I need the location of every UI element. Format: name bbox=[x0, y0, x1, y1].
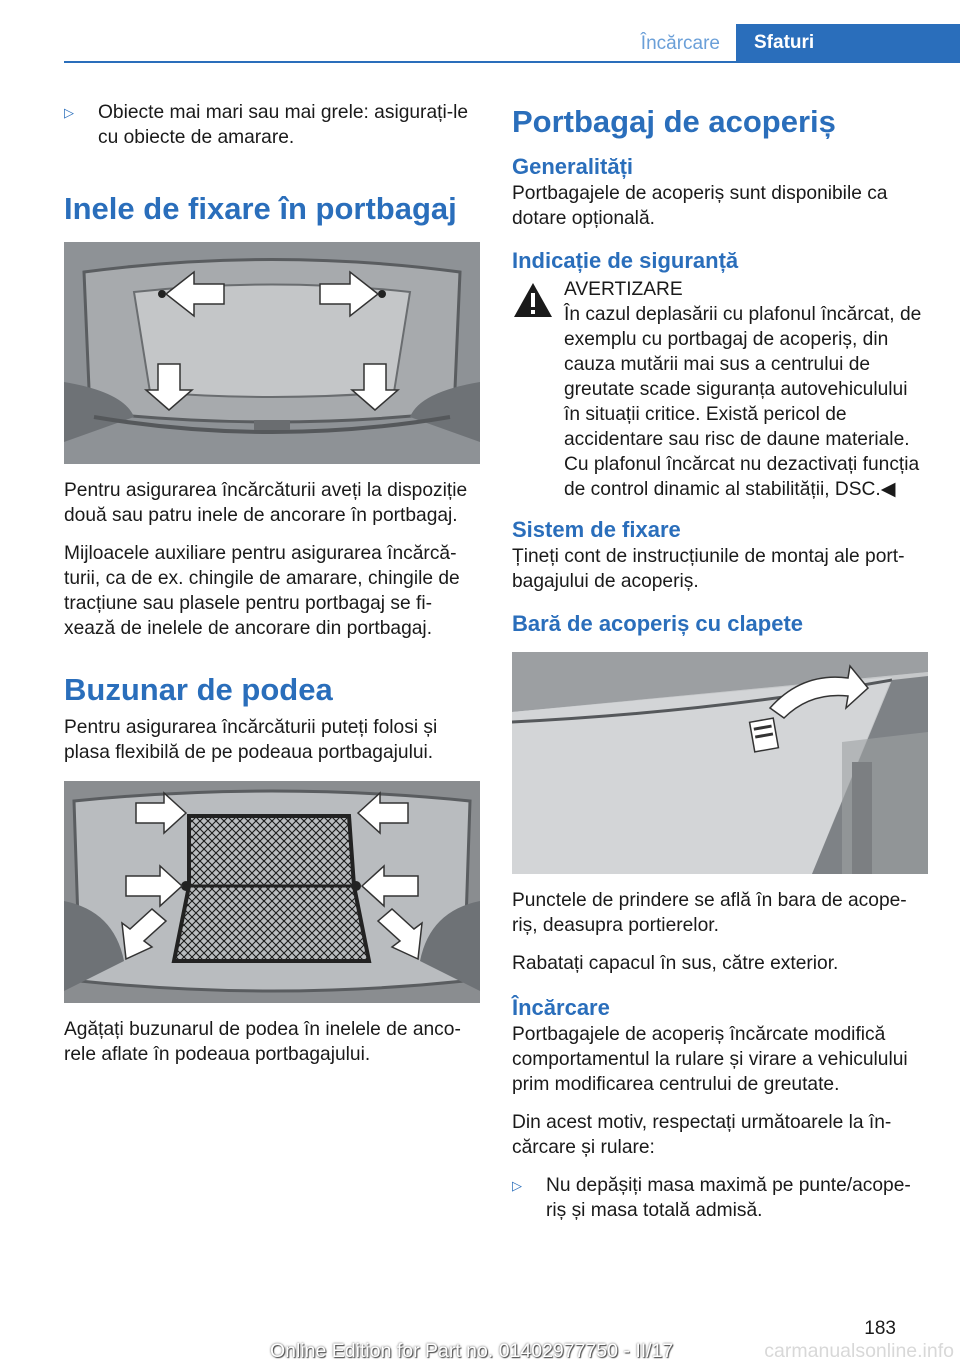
heading-roof-bar-flaps: Bară de acoperiș cu clapete bbox=[512, 611, 804, 636]
figure-floor-net bbox=[64, 781, 480, 1003]
header-rule bbox=[64, 61, 960, 63]
heading-roof-rack: Portbagaj de acoperiș bbox=[512, 104, 836, 139]
roof-bar-illustration bbox=[512, 652, 928, 874]
bullet-triangle-icon: ▷ bbox=[64, 105, 74, 120]
heading-floor-pocket: Buzunar de podea bbox=[64, 672, 333, 707]
figure-roof-bar bbox=[512, 652, 928, 874]
section-tab-incarcare: Încărcare bbox=[640, 33, 720, 54]
left-column bbox=[64, 100, 480, 1080]
heading-fixing-system: Sistem de fixare bbox=[512, 517, 681, 542]
bullet-max-mass bbox=[512, 1173, 928, 1223]
page-footer bbox=[0, 1318, 960, 1362]
heading-tie-down-rings: Inele de fixare în portbagaj bbox=[64, 191, 457, 226]
paragraph-rings-1: Pentru asigurarea încărcăturii aveți la dispoziție două sau patru inele de ancorare în portbagaj. bbox=[64, 480, 468, 526]
heading-loading: Încărcare bbox=[512, 995, 610, 1020]
watermark-text: carmanualsonline.info bbox=[764, 1340, 954, 1362]
floor-net-illustration bbox=[64, 781, 480, 1003]
warning-text-content: În cazul deplasării cu plafonul încărcat, de exemplu cu portbagaj de acoperiș, din cauza mutării mai sus a centrului de greutate scade siguranța autovehiculului în situații critice. Există pericol de accidentare sau risc de daune materiale. Cu plafonul încărcat nu dezactivați funcția de control dinamic al stabilității, DSC.◀ bbox=[564, 304, 922, 500]
warning-text bbox=[512, 302, 928, 502]
paragraph-fixing: Țineți cont de instrucțiunile de montaj ale port‐bagajului de acoperiș. bbox=[512, 546, 905, 592]
bullet-heavy-objects bbox=[64, 100, 480, 150]
bullet-triangle-icon: ▷ bbox=[512, 1178, 522, 1193]
paragraph-bar-1: Punctele de prindere se află în bara de acope‐riș, deasupra portierelor. bbox=[512, 890, 907, 936]
paragraph-load-1: Portbagajele de acoperiș încărcate modifică comportamentul la rulare și virare a vehiculului prim modificarea centrului de greutate. bbox=[512, 1024, 908, 1095]
paragraph-net-1: Pentru asigurarea încărcăturii puteți folosi și plasa flexibilă de pe podeaua portbagajului. bbox=[64, 717, 438, 763]
warning-block bbox=[512, 277, 928, 302]
bullet-text: Obiecte mai mari sau mai grele: asigurați‐le cu obiecte de amarare. bbox=[98, 102, 469, 148]
warning-title: AVERTIZARE bbox=[564, 279, 683, 300]
bullet-text: Nu depășiți masa maximă pe punte/acope‐riș și masa totală admisă. bbox=[546, 1175, 911, 1221]
section-tab-sfaturi: Sfaturi bbox=[736, 24, 960, 62]
paragraph-rings-2: Mijloacele auxiliare pentru asigurarea încărcă‐turii, ca de ex. chingile de amarare, chingile de tracțiune sau plasele pentru portbagaj se fi‐xează de inelele de ancorare din portbagaj. bbox=[64, 543, 460, 639]
paragraph-bar-2: Rabatați capacul în sus, către exterior. bbox=[512, 953, 839, 974]
right-column bbox=[512, 100, 928, 1236]
paragraph-general: Portbagajele de acoperiș sunt disponibile ca dotare opțională. bbox=[512, 183, 888, 229]
heading-general: Generalități bbox=[512, 154, 634, 179]
paragraph-net-2: Agățați buzunarul de podea în inelele de anco‐rele aflate în podeaua portbagajului. bbox=[64, 1019, 461, 1065]
page-header bbox=[0, 0, 960, 62]
paragraph-load-2: Din acest motiv, respectați următoarele la în‐cărcare și rulare: bbox=[512, 1112, 892, 1158]
warning-triangle-icon bbox=[512, 281, 554, 319]
heading-safety-note: Indicație de siguranță bbox=[512, 248, 739, 273]
page-number: 183 bbox=[864, 1318, 896, 1339]
edition-text: Online Edition for Part no. 01402977750 - II/17 bbox=[270, 1340, 674, 1362]
figure-trunk-rings bbox=[64, 242, 480, 464]
trunk-rings-illustration bbox=[64, 242, 480, 464]
